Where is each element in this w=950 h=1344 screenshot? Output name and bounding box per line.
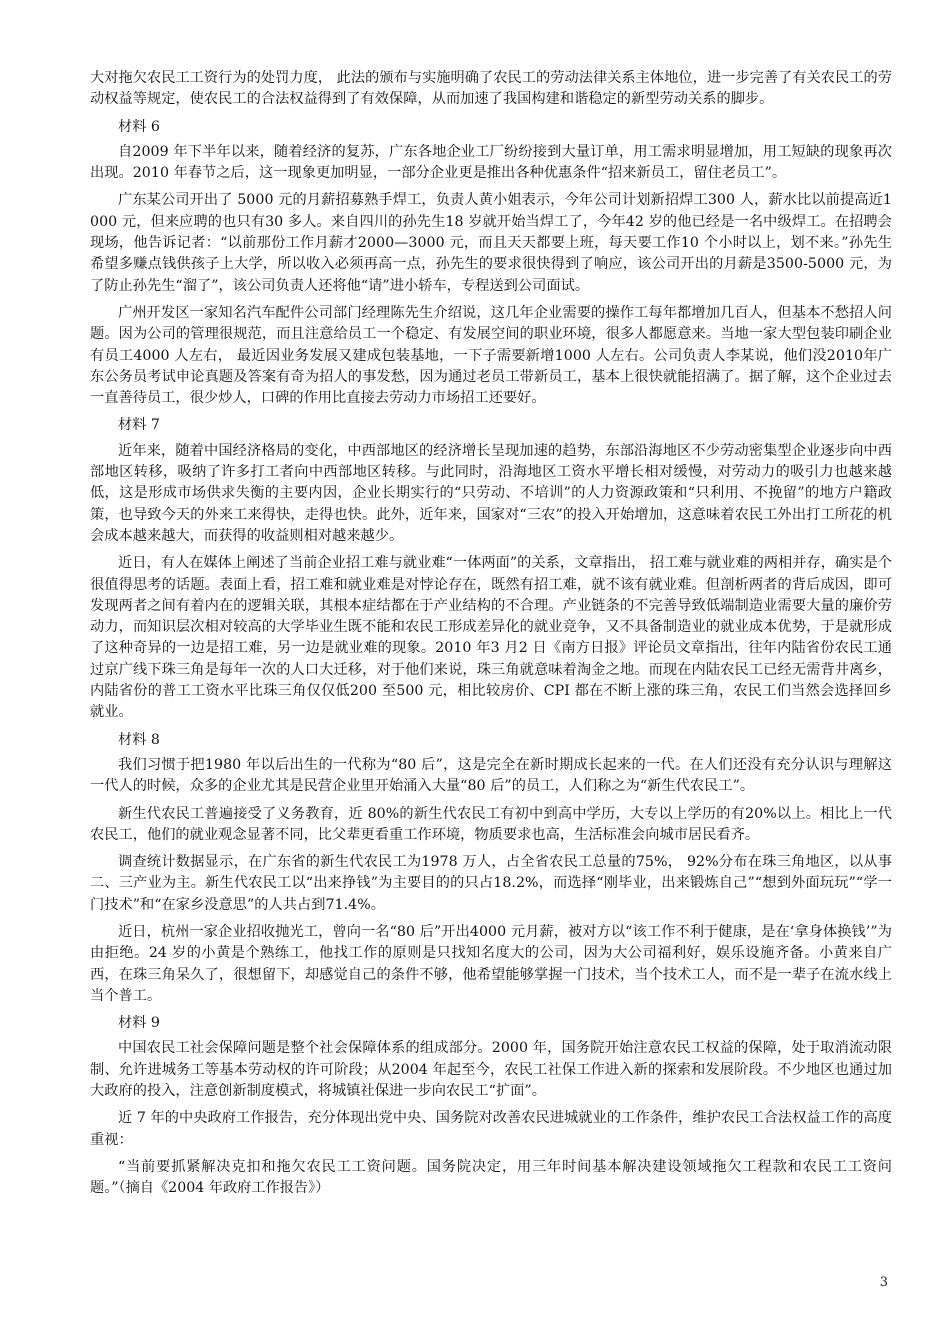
block-quote: “当前要抓紧解决克扣和拖欠农民工工资问题。国务院决定，用三年时间基本解决建设领域拖欠工程款和农民工工资问题。”（摘自《2004 年政府工作报告》） [90, 1158, 892, 1197]
paragraph: 自2009 年下半年以来，随着经济的复苏，广东各地企业工厂纷纷接到大量订单，用工需求明显增加，用工短缺的现象再次出现。2010 年春节之后，这一现象更加明显，一部分企业更是推出各种优惠条件“招来新员工，留住老员工”。 [90, 143, 892, 182]
paragraph: 近 7 年的中央政府工作报告，充分体现出党中央、国务院对改善农民进城就业的工作条件，维护农民工合法权益工作的高度重视： [90, 1110, 892, 1148]
section-heading-material-6: 材料 6 [118, 118, 160, 135]
paragraph: 大对拖欠农民工工资行为的处罚力度， 此法的颁布与实施明确了农民工的劳动法律关系主体地位，进一步完善了有关农民工的劳动权益等规定，使农民工的合法权益得到了有效保障，从而加速了我国构建和谐稳定的新型劳动关系的脚步。 [90, 70, 892, 108]
paragraph: 广东某公司开出了 5000 元的月薪招募熟手焊工，负责人黄小姐表示，今年公司计划新招焊工300 人，薪水比以前提高近1000 元，但来应聘的也只有30 多人。来自四川的孙先生18 岁就开始当焊工了，今年42 岁的他已经是一名中级焊工。在招聘会现场，他告诉记者：“以前那份工作月薪才2000—3000 元，而且天天都要上班，每天要工作10 个小时以上，划不来。”孙先生希望多赚点钱供孩子上大学，所以收入必须再高一点，孙先生的要求很快得到了响应，该公司开出的月薪是3500-5000 元，为了防止孙先生“溜了”，该公司负责人还将他“请”进小轿车，专程送到公司面试。 [90, 192, 892, 294]
paragraph: 近年来，随着中国经济格局的变化，中西部地区的经济增长呈现加速的趋势，东部沿海地区不少劳动密集型企业逐步向中西部地区转移，吸纳了许多打工者向中西部地区转移。与此同时，沿海地区工资水平增长相对缓慢，对劳动力的吸引力也越来越低，这是形成市场供求失衡的主要内因，企业长期实行的“只劳动、不培训”的人力资源政策和“只利用、不挽留”的地方户籍政策，也导致今天的外来工来得快，走得也快。此外，近年来，国家对“三农”的投入开始增加，这意味着农民工外出打工所花的机会成本越来越大，而获得的收益则相对越来越少。 [90, 442, 892, 544]
paragraph: 近日，有人在媒体上阐述了当前企业招工难与就业难“一体两面”的关系，文章指出， 招工难与就业难的两相并存，确实是个很值得思考的话题。表面上看，招工难和就业难是对悖论存在，既然有招工难，就不该有就业难。但剖析两者的背后成因，即可发现两者之间有着内在的逻辑关联，其根本症结都在于产业结构的不合理。产业链条的不完善导致低端制造业需要大量的廉价劳动力，而知识层次相对较高的大学毕业生既不能和农民工形成差异化的就业竞争，又不具备制造业的就业成本优势，于是就形成了这种奇异的一边是招工难，另一边是就业难的现象。2010 年3 月2 日《南方日报》评论员文章指出，往年内陆省份农民工通过京广线下珠三角是每年一次的人口大迁移，对于他们来说，珠三角就意味着淘金之地。而现在内陆农民工已经无需背井离乡，内陆省份的普工工资水平比珠三角仅仅低200 至500 元，相比较房价、CPI 都在不断上涨的珠三角，农民工们当然会选择回乡就业。 [90, 555, 892, 721]
section-heading-material-7: 材料 7 [118, 417, 160, 434]
paragraph: 广州开发区一家知名汽车配件公司部门经理陈先生介绍说，这几年企业需要的操作工每年都增加几百人，但基本不愁招人问题。因为公司的管理很规范，而且注意给员工一个稳定、有发展空间的职业环境，很多人都愿意来。当地一家大型包装印刷企业有员工4000 人左右， 最近因业务发展又建成包装基地，一下子需要新增1000 人左右。公司负责人李某说，他们没2010年广东公务员考试申论真题及答案有奇为招人的事发愁，因为通过老员工带新员工，基本上很快就能招满了。据了解，这个企业过去一直善待员工，很少炒人，口碑的作用比直接去劳动力市场招工还要好。 [90, 304, 892, 407]
paragraph: 近日，杭州一家企业招收抛光工，曾向一名“80 后”开出4000 元月薪，被对方以“该工作不利于健康，是在‘拿身体换钱’”为由拒绝。24 岁的小黄是个熟练工，他找工作的原则是只找知名度大的公司，因为大公司福利好，娱乐设施齐备。小黄来自广西，在珠三角呆久了，很想留下，却感觉自己的条件不够，他希望能够掌握一门技术，当个技术工人，而不是一辈子在流水线上当个普工。 [90, 923, 892, 1004]
page-number: 3 [879, 1275, 888, 1290]
paragraph: 调查统计数据显示，在广东省的新生代农民工为1978 万人，占全省农民工总量的75%， 92%分布在珠三角地区，以从事二、三产业为主。新生代农民工以“出来挣钱”为主要目的的只占18.2%，而选择“刚毕业，出来锻炼自己”“想到外面玩玩”“学一门技术”和“在家乡没意思”的人共占到71.4%。 [90, 854, 892, 913]
paragraph: 我们习惯于把1980 年以后出生的一代称为“80 后”，这是完全在新时期成长起来的一代。在人们还没有充分认识与理解这一代人的时候，众多的企业尤其是民营企业里开始涌入大量“80 后”的员工，人们称之为“新生代农民工”。 [90, 756, 892, 795]
paragraph: 中国农民工社会保障问题是整个社会保障体系的组成部分。2000 年，国务院开始注意农民工权益的保障，处于取消流动限制、允许进城务工等基本劳动权的许可阶段；从2004 年起至今，农民工社保工作进入新的探索和发展阶段。不少地区也通过加大政府的投入，注意创新制度模式，将城镇社保进一步向农民工“扩面”。 [90, 1040, 892, 1100]
section-heading-material-8: 材料 8 [118, 731, 160, 748]
section-heading-material-9: 材料 9 [118, 1015, 160, 1032]
document-body [90, 68, 892, 1206]
paragraph: 新生代农民工普遍接受了义务教育，近 80%的新生代农民工有初中到高中学历，大专以上学历的有20%以上。相比上一代农民工，他们的就业观念显著不同，比父辈更看重工作环境，物质要求也高，生活标准会向城市居民看齐。 [90, 805, 892, 843]
